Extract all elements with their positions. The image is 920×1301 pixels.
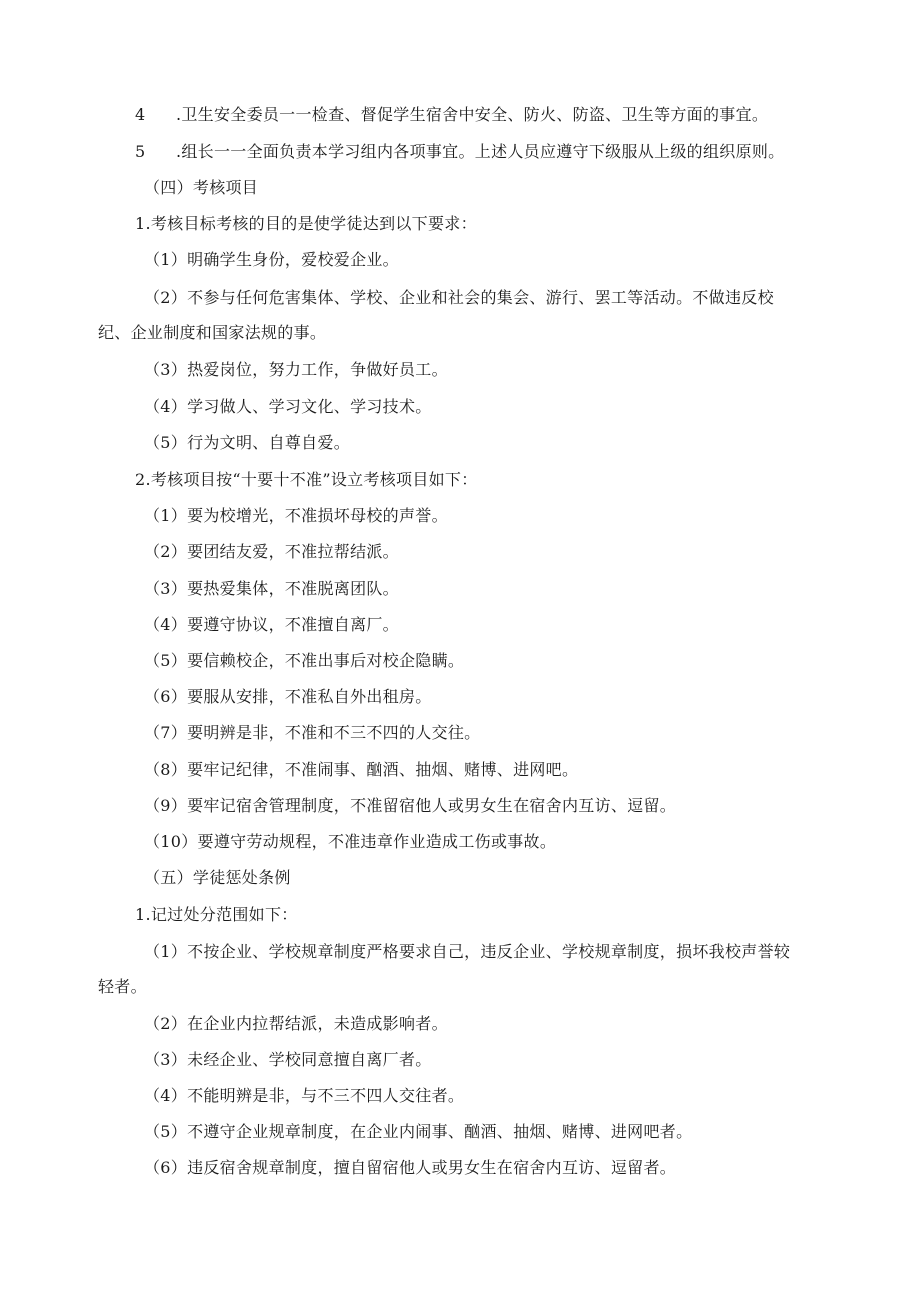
list-item: （8）要牢记纪律，不准闹事、酗酒、抽烟、赌博、进网吧。 <box>144 760 579 779</box>
item-text: .组长一一全面负责本学习组内各项事宜。上述人员应遵守下级服从上级的组织原则。 <box>176 142 785 161</box>
list-item-continuation: 纪、企业制度和国家法规的事。 <box>98 323 327 342</box>
list-item: （6）要服从安排，不准私自外出租房。 <box>144 687 432 706</box>
item-number: 4 <box>135 105 146 124</box>
list-item: （5）要信赖校企，不准出事后对校企隐瞒。 <box>144 651 465 670</box>
list-item: （1）要为校增光，不准损坏母校的声誉。 <box>144 506 448 525</box>
item-text: .卫生安全委员一一检查、督促学生宿舍中安全、防火、防盗、卫生等方面的事宜。 <box>176 105 769 124</box>
section-heading: （四）考核项目 <box>144 178 259 197</box>
list-item: （5）不遵守企业规章制度，在企业内闹事、酗酒、抽烟、赌博、进网吧者。 <box>144 1122 693 1141</box>
list-item: （5）行为文明、自尊自爱。 <box>144 433 351 452</box>
list-item: （2）要团结友爱，不准拉帮结派。 <box>144 542 399 561</box>
paragraph-line: 1.考核目标考核的目的是使学徒达到以下要求： <box>135 214 477 233</box>
paragraph-line: 2.考核项目按“十要十不准”设立考核项目如下： <box>135 470 478 489</box>
list-item: （1）明确学生身份，爱校爱企业。 <box>144 250 399 269</box>
list-item: （3）要热爱集体，不准脱离团队。 <box>144 579 399 598</box>
list-item: （3）热爱岗位，努力工作，争做好员工。 <box>144 360 448 379</box>
list-item: （10）要遵守劳动规程，不准违章作业造成工伤或事故。 <box>144 832 557 851</box>
section-heading: （五）学徒惩处条例 <box>144 868 291 887</box>
list-item: （4）不能明辨是非，与不三不四人交往者。 <box>144 1086 465 1105</box>
item-number: 5 <box>135 142 146 161</box>
list-item: （9）要牢记宿舍管理制度，不准留宿他人或男女生在宿舍内互访、逗留。 <box>144 796 677 815</box>
paragraph-line: 1.记过处分范围如下： <box>135 905 298 924</box>
numbered-item-5 <box>135 141 835 163</box>
list-item: （2）在企业内拉帮结派，未造成影响者。 <box>144 1014 448 1033</box>
list-item: （1）不按企业、学校规章制度严格要求自己，违反企业、学校规章制度，损坏我校声誉较 <box>144 942 791 961</box>
list-item: （6）违反宿舍规章制度，擅自留宿他人或男女生在宿舍内互访、逗留者。 <box>144 1158 677 1177</box>
numbered-item-4 <box>135 104 835 126</box>
list-item: （7）要明辨是非，不准和不三不四的人交往。 <box>144 723 481 742</box>
list-item: （4）要遵守协议，不准擅自离厂。 <box>144 615 399 634</box>
list-item-continuation: 轻者。 <box>98 977 147 996</box>
list-item: （4）学习做人、学习文化、学习技术。 <box>144 397 432 416</box>
list-item: （3）未经企业、学校同意擅自离厂者。 <box>144 1050 432 1069</box>
list-item: （2）不参与任何危害集体、学校、企业和社会的集会、游行、罢工等活动。不做违反校 <box>144 288 774 307</box>
